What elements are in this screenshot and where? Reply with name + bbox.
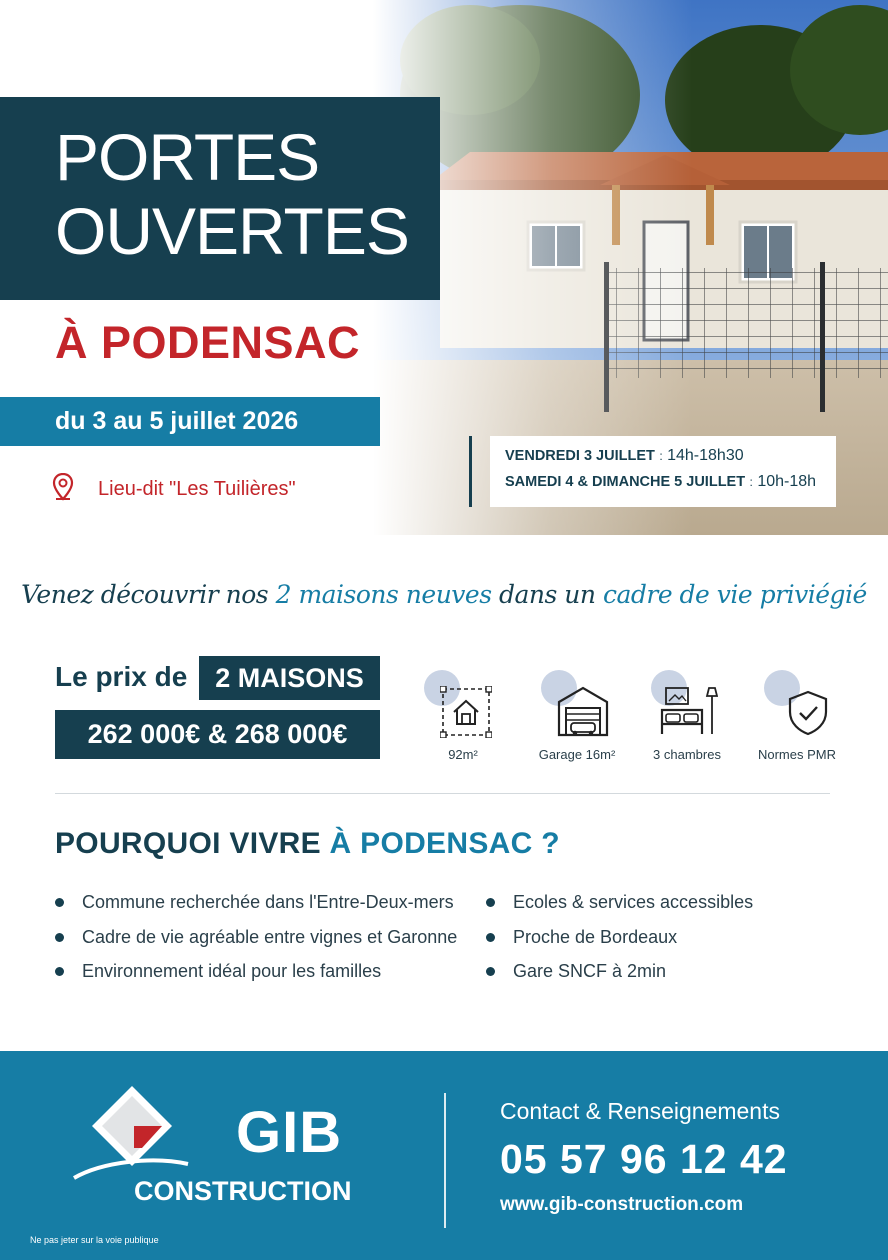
list-item-text: Proche de Bordeaux — [513, 927, 678, 947]
bullet-dot — [486, 933, 495, 942]
list-item-text: Ecoles & services accessibles — [513, 892, 754, 912]
contact-label: Contact & Renseignements — [500, 1098, 780, 1124]
event-dates: du 3 au 5 juillet 2026 — [55, 407, 299, 435]
price-badge: 2 MAISONS — [199, 656, 380, 700]
schedule-row — [505, 446, 744, 466]
why-title — [55, 825, 560, 863]
price-label: Le prix de — [55, 661, 188, 692]
tagline — [0, 578, 888, 612]
feature-garage — [522, 668, 632, 768]
feature-label: 3 chambres — [653, 747, 721, 762]
list-item — [82, 959, 381, 983]
list-item — [82, 925, 457, 949]
list-item — [82, 890, 454, 914]
feature-pmr — [742, 668, 852, 768]
feature-label: Garage 16m² — [538, 747, 616, 762]
list-item — [513, 959, 666, 983]
bedroom-icon — [658, 684, 718, 736]
feature-area — [408, 668, 518, 768]
schedule-row — [505, 472, 816, 492]
title-line-1: PORTES — [55, 120, 320, 194]
subtitle-location: À PODENSAC — [55, 317, 361, 368]
bullet-dot — [55, 933, 64, 942]
house-area-icon — [440, 686, 492, 738]
schedule-hours: 14h-18h30 — [667, 447, 744, 464]
tagline-highlight: cadre de vie priviégié — [602, 580, 867, 609]
title-line-2: OUVERTES — [55, 194, 409, 268]
garage-icon — [556, 684, 610, 738]
schedule-separator: : — [749, 475, 753, 489]
location-text: Lieu-dit "Les Tuilières" — [98, 478, 296, 500]
schedule-day: VENDREDI 3 JUILLET — [505, 448, 655, 464]
list-item-text: Cadre de vie agréable entre vignes et Garonne — [82, 927, 458, 947]
schedule-accent-bar — [469, 436, 472, 507]
why-title-part: POURQUOI VIVRE — [55, 827, 330, 860]
tagline-part: Venez découvrir nos — [21, 580, 276, 609]
list-item — [513, 925, 677, 949]
bullet-dot — [486, 967, 495, 976]
feature-bedrooms — [632, 668, 742, 768]
bullet-dot — [55, 898, 64, 907]
schedule-hours: 10h-18h — [757, 473, 817, 490]
section-divider — [55, 793, 830, 794]
phone-number[interactable]: 05 57 96 12 42 — [500, 1136, 788, 1182]
brand-subtitle: CONSTRUCTION — [134, 1176, 352, 1206]
why-title-highlight: À PODENSAC ? — [329, 827, 560, 860]
list-item-text: Commune recherchée dans l'Entre-Deux-mers — [82, 892, 454, 912]
tagline-highlight: 2 maisons neuves — [275, 580, 492, 609]
list-item-text: Environnement idéal pour les familles — [82, 961, 382, 981]
list-item-text: Gare SNCF à 2min — [513, 961, 667, 981]
bullet-dot — [55, 967, 64, 976]
list-item — [513, 890, 753, 914]
feature-label: Normes PMR — [757, 747, 836, 762]
schedule-separator: : — [659, 449, 663, 463]
feature-label: 92m² — [448, 747, 478, 762]
gib-logo-icon — [72, 1082, 192, 1182]
tagline-part: dans un — [491, 580, 603, 609]
footer-divider — [444, 1093, 446, 1228]
legal-notice: Ne pas jeter sur la voie publique — [30, 1235, 159, 1245]
bullet-dot — [486, 898, 495, 907]
map-pin-icon — [52, 473, 74, 501]
website-link[interactable]: www.gib-construction.com — [500, 1194, 744, 1215]
schedule-day: SAMEDI 4 & DIMANCHE 5 JUILLET — [505, 474, 746, 490]
price-values: 262 000€ & 268 000€ — [55, 710, 380, 759]
brand-name: GIB — [236, 1100, 343, 1165]
shield-check-icon — [786, 690, 830, 736]
